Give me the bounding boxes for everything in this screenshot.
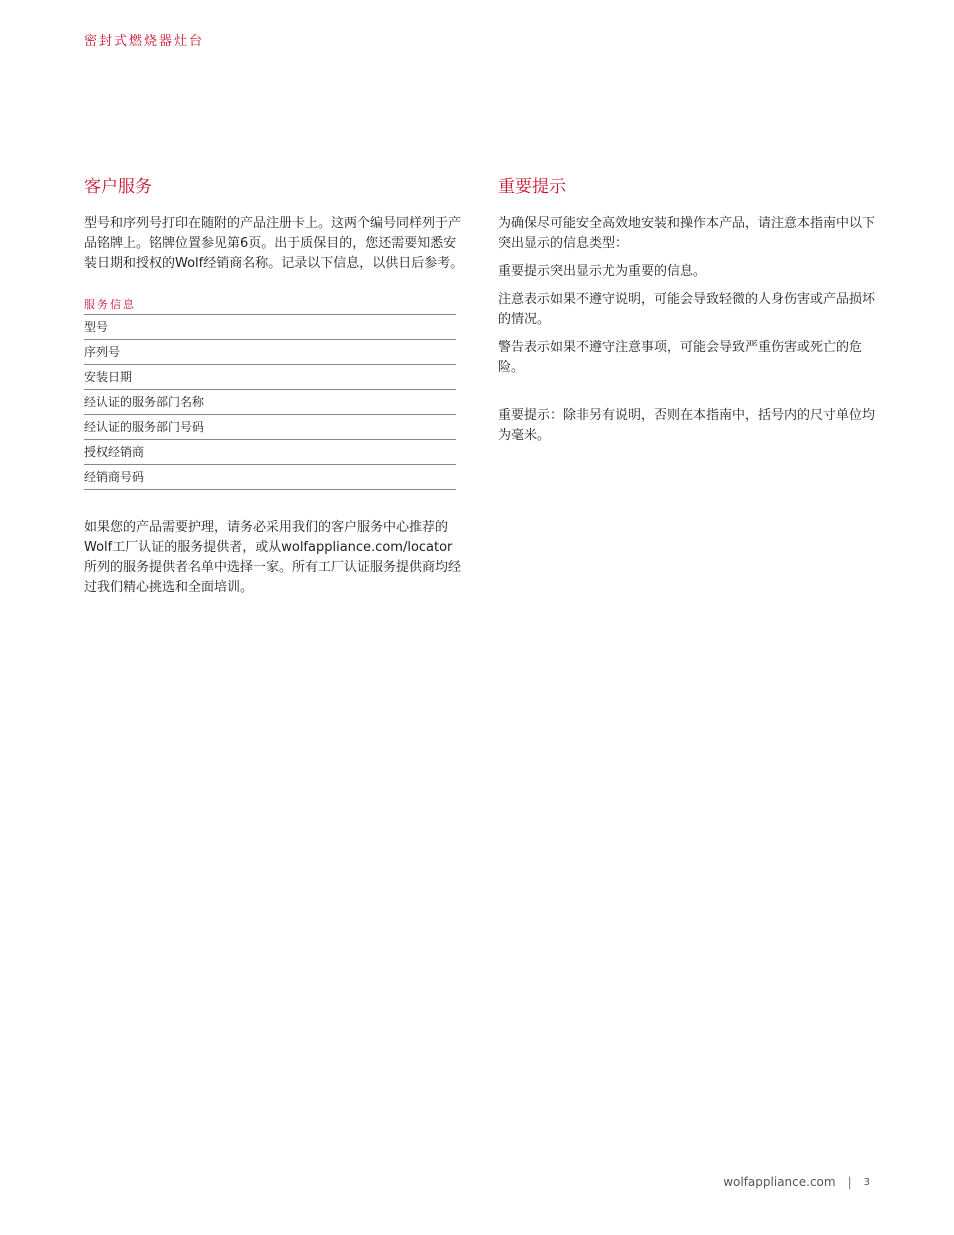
footer-separator: |: [847, 1175, 852, 1189]
document-running-title: 密封式燃烧器灶台: [84, 34, 205, 49]
service-info-table: [84, 315, 456, 490]
important-notes-heading: 重要提示: [498, 177, 566, 197]
service-info-field-install-date: 安装日期: [84, 365, 456, 390]
page-footer: [723, 1175, 870, 1189]
service-info-field-service-number: 经认证的服务部门号码: [84, 415, 456, 440]
customer-service-intro: 型号和序列号打印在随附的产品注册卡上。这两个编号同样列于产品铭牌上。铭牌位置参见第6页。出于质保目的，您还需要知悉安装日期和授权的Wolf经销商名称。记录以下信息，以供日后参考。: [84, 216, 464, 271]
service-care-paragraph: 如果您的产品需要护理，请务必采用我们的客户服务中心推荐的Wolf工厂认证的服务提供者，或从wolfappliance.com/locator所列的服务提供者名单中选择一家。所有工厂认证服务提供商均经过我们精心挑选和全面培训。: [84, 520, 462, 595]
important-notes-intro: 为确保尽可能安全高效地安装和操作本产品，请注意本指南中以下突出显示的信息类型：: [498, 216, 876, 251]
service-info-label: 服务信息: [84, 296, 456, 315]
service-info-field-dealer: 授权经销商: [84, 440, 456, 465]
customer-service-heading: 客户服务: [84, 177, 152, 197]
service-info-field-model: 型号: [84, 315, 456, 340]
important-notes-section: [498, 176, 880, 446]
service-info-field-serial: 序列号: [84, 340, 456, 365]
service-info-field-service-name: 经认证的服务部门名称: [84, 390, 456, 415]
page-number: 3: [863, 1176, 870, 1188]
warning-note-definition: 警告表示如果不遵守注意事项，可能会导致严重伤害或死亡的危险。: [498, 340, 863, 375]
units-note: 重要提示：除非另有说明，否则在本指南中，括号内的尺寸单位均为毫米。: [498, 408, 876, 443]
service-info-field-dealer-number: 经销商号码: [84, 465, 456, 490]
important-note-definition: 重要提示突出显示尤为重要的信息。: [498, 264, 707, 279]
customer-service-section: [84, 176, 464, 598]
caution-note-definition: 注意表示如果不遵守说明，可能会导致轻微的人身伤害或产品损坏的情况。: [498, 292, 876, 327]
footer-website-link[interactable]: wolfappliance.com: [723, 1175, 836, 1189]
